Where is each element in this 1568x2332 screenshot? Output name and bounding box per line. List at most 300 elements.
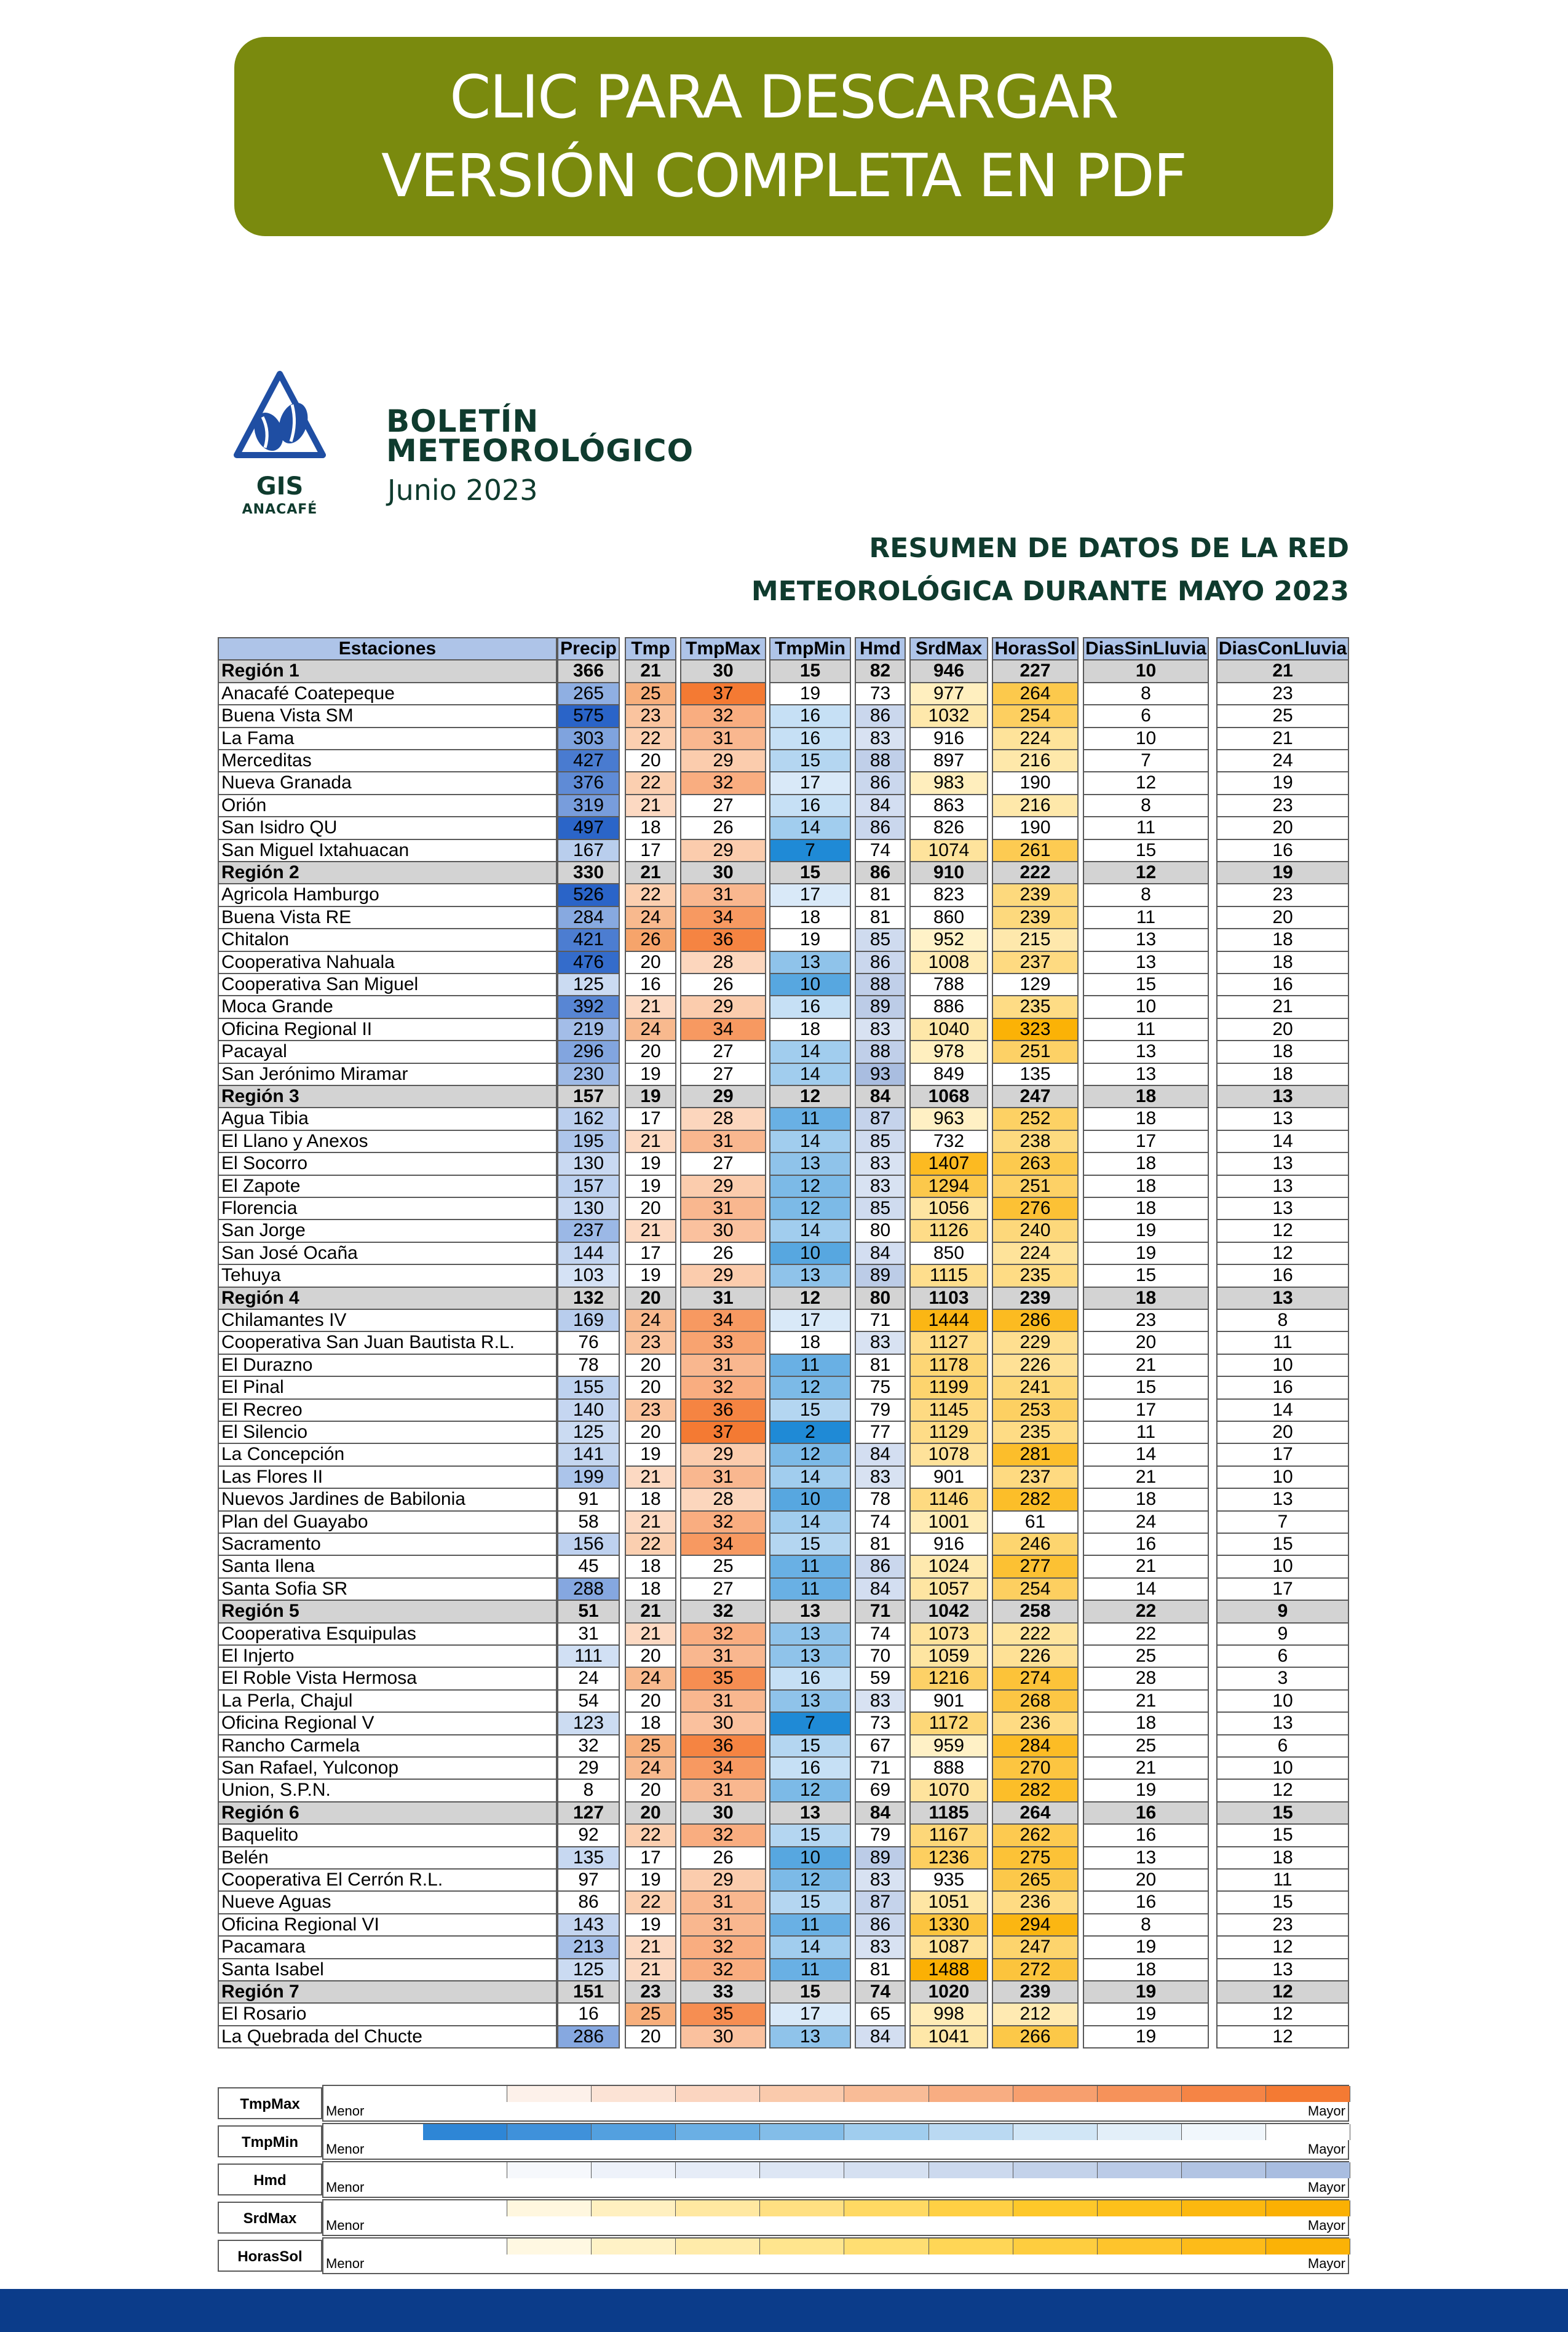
data-cell: 8 — [1216, 1309, 1349, 1332]
data-cell: 17 — [1216, 1577, 1349, 1601]
legend-swatch — [1013, 2162, 1098, 2178]
legend-label-horassol: HorasSol — [218, 2240, 322, 2272]
region-cell: 32 — [680, 1600, 766, 1623]
station-name: Nueve Aguas — [218, 1890, 557, 1914]
data-cell: 83 — [855, 727, 906, 750]
data-cell: 8 — [1083, 883, 1209, 906]
data-cell: 270 — [992, 1756, 1079, 1780]
data-cell: 25 — [1083, 1644, 1209, 1668]
data-cell: 73 — [855, 682, 906, 705]
data-cell: 25 — [625, 2002, 676, 2026]
data-cell: 17 — [1083, 1398, 1209, 1422]
data-cell: 89 — [855, 1264, 906, 1287]
data-cell: 59 — [855, 1667, 906, 1690]
legend-swatch — [1182, 2124, 1266, 2140]
data-cell: 10 — [1216, 1555, 1349, 1578]
data-cell: 21 — [625, 1510, 676, 1534]
station-name: El Pinal — [218, 1376, 557, 1399]
data-cell: 14 — [769, 816, 851, 839]
data-cell: 1444 — [909, 1309, 988, 1332]
data-cell: 17 — [769, 2002, 851, 2026]
region-cell: 12 — [1216, 1980, 1349, 2004]
data-cell: 13 — [1083, 928, 1209, 951]
data-cell: 13 — [1083, 951, 1209, 974]
data-cell: 61 — [992, 1510, 1079, 1534]
data-cell: 65 — [855, 2002, 906, 2026]
data-cell: 788 — [909, 973, 988, 996]
data-cell: 246 — [992, 1533, 1079, 1556]
data-cell: 19 — [625, 1443, 676, 1466]
data-cell: 31 — [680, 1354, 766, 1377]
data-cell: 237 — [992, 951, 1079, 974]
data-cell: 254 — [992, 704, 1079, 728]
data-cell: 86 — [855, 951, 906, 974]
data-cell: 1216 — [909, 1667, 988, 1690]
data-cell: 226 — [992, 1644, 1079, 1668]
data-cell: 1078 — [909, 1443, 988, 1466]
data-cell: 74 — [855, 1510, 906, 1534]
data-cell: 31 — [680, 1644, 766, 1668]
data-cell: 10 — [769, 1242, 851, 1265]
region-cell: 30 — [680, 659, 766, 683]
column-header-precip: Precip — [557, 637, 620, 660]
data-cell: 224 — [992, 727, 1079, 750]
data-cell: 84 — [855, 1577, 906, 1601]
data-cell: 11 — [769, 1107, 851, 1130]
data-cell: 1115 — [909, 1264, 988, 1287]
data-cell: 229 — [992, 1331, 1079, 1354]
region-cell: 19 — [625, 1085, 676, 1108]
bulletin-title-1: BOLETÍN — [386, 403, 539, 439]
station-name: El Silencio — [218, 1421, 557, 1444]
data-cell: 123 — [557, 1711, 620, 1735]
data-cell: 190 — [992, 816, 1079, 839]
data-cell: 129 — [992, 973, 1079, 996]
data-cell: 28 — [680, 1488, 766, 1511]
data-cell: 20 — [625, 1421, 676, 1444]
station-name: Nuevos Jardines de Babilonia — [218, 1488, 557, 1511]
data-cell: 11 — [1083, 906, 1209, 929]
data-cell: 13 — [1216, 1175, 1349, 1198]
legend-swatch — [760, 2124, 844, 2140]
data-cell: 16 — [1216, 1376, 1349, 1399]
data-cell: 74 — [855, 1622, 906, 1646]
legend-swatch — [423, 2086, 507, 2102]
bulletin-title-2: METEOROLÓGICO — [386, 433, 694, 469]
data-cell: 31 — [680, 1197, 766, 1220]
data-cell: 71 — [855, 1309, 906, 1332]
data-cell: 11 — [769, 1555, 851, 1578]
data-cell: 265 — [992, 1868, 1079, 1892]
legend-label-tmpmin: TmpMin — [218, 2125, 322, 2157]
region-cell: 157 — [557, 1085, 620, 1108]
region-cell: 1042 — [909, 1600, 988, 1623]
data-cell: 276 — [992, 1197, 1079, 1220]
data-cell: 303 — [557, 727, 620, 750]
data-cell: 251 — [992, 1040, 1079, 1063]
data-cell: 162 — [557, 1107, 620, 1130]
data-cell: 18 — [1083, 1958, 1209, 1981]
data-cell: 18 — [625, 1555, 676, 1578]
region-cell: 330 — [557, 861, 620, 884]
data-cell: 19 — [769, 928, 851, 951]
data-cell: 216 — [992, 749, 1079, 772]
data-cell: 88 — [855, 749, 906, 772]
legend-high-label: Mayor — [1307, 2179, 1345, 2195]
data-cell: 32 — [680, 1935, 766, 1959]
data-cell: 238 — [992, 1130, 1079, 1153]
data-cell: 83 — [855, 1018, 906, 1041]
data-cell: 12 — [769, 1197, 851, 1220]
data-cell: 103 — [557, 1264, 620, 1287]
data-cell: 23 — [1216, 794, 1349, 817]
region-label: Región 7 — [218, 1980, 557, 2004]
station-name: Florencia — [218, 1197, 557, 1220]
data-cell: 15 — [1216, 1890, 1349, 1914]
data-cell: 140 — [557, 1398, 620, 1422]
data-cell: 11 — [769, 1913, 851, 1937]
data-cell: 284 — [992, 1734, 1079, 1758]
data-cell: 1407 — [909, 1152, 988, 1175]
data-cell: 1073 — [909, 1622, 988, 1646]
data-cell: 31 — [680, 727, 766, 750]
region-cell: 366 — [557, 659, 620, 683]
data-cell: 83 — [855, 1465, 906, 1489]
data-cell: 28 — [1083, 1667, 1209, 1690]
data-cell: 29 — [557, 1756, 620, 1780]
data-cell: 284 — [557, 906, 620, 929]
data-cell: 11 — [1216, 1331, 1349, 1354]
data-cell: 32 — [557, 1734, 620, 1758]
data-cell: 11 — [769, 1354, 851, 1377]
data-cell: 24 — [625, 1018, 676, 1041]
data-cell: 15 — [1216, 1533, 1349, 1556]
data-cell: 30 — [680, 1711, 766, 1735]
summary-title-2: METEOROLÓGICA DURANTE MAYO 2023 — [751, 576, 1349, 607]
region-cell: 21 — [625, 1600, 676, 1623]
data-cell: 21 — [625, 995, 676, 1018]
data-cell: 16 — [557, 2002, 620, 2026]
data-cell: 19 — [1083, 2002, 1209, 2026]
legend-swatch — [1182, 2086, 1266, 2102]
station-name: Agua Tibia — [218, 1107, 557, 1130]
data-cell: 69 — [855, 1779, 906, 1802]
data-cell: 86 — [855, 771, 906, 795]
legend-swatch — [929, 2239, 1013, 2255]
data-cell: 31 — [680, 1890, 766, 1914]
data-cell: 230 — [557, 1063, 620, 1086]
data-cell: 84 — [855, 794, 906, 817]
data-cell: 22 — [1083, 1622, 1209, 1646]
data-cell: 20 — [625, 1779, 676, 1802]
data-cell: 1330 — [909, 1913, 988, 1937]
data-cell: 12 — [1216, 1242, 1349, 1265]
data-cell: 1488 — [909, 1958, 988, 1981]
station-name: San Rafael, Yulconop — [218, 1756, 557, 1780]
data-cell: 219 — [557, 1018, 620, 1041]
data-cell: 252 — [992, 1107, 1079, 1130]
data-cell: 143 — [557, 1913, 620, 1937]
data-cell: 20 — [625, 1197, 676, 1220]
data-cell: 237 — [557, 1219, 620, 1242]
data-cell: 421 — [557, 928, 620, 951]
data-cell: 1032 — [909, 704, 988, 728]
data-cell: 15 — [769, 1823, 851, 1847]
station-name: El Rosario — [218, 2002, 557, 2026]
data-cell: 275 — [992, 1846, 1079, 1870]
data-cell: 31 — [680, 883, 766, 906]
data-cell: 31 — [680, 1779, 766, 1802]
data-cell: 21 — [625, 1219, 676, 1242]
data-cell: 92 — [557, 1823, 620, 1847]
data-cell: 262 — [992, 1823, 1079, 1847]
region-cell: 30 — [680, 861, 766, 884]
data-cell: 319 — [557, 794, 620, 817]
data-cell: 19 — [625, 1868, 676, 1892]
region-cell: 33 — [680, 1980, 766, 2004]
data-cell: 28 — [680, 951, 766, 974]
data-cell: 12 — [769, 1868, 851, 1892]
data-cell: 24 — [557, 1667, 620, 1690]
region-cell: 19 — [1083, 1980, 1209, 2004]
legend-swatch — [1182, 2200, 1266, 2216]
data-cell: 12 — [769, 1376, 851, 1399]
data-cell: 1178 — [909, 1354, 988, 1377]
data-cell: 16 — [769, 704, 851, 728]
data-cell: 1056 — [909, 1197, 988, 1220]
region-cell: 84 — [855, 1085, 906, 1108]
data-cell: 20 — [625, 1689, 676, 1713]
data-cell: 251 — [992, 1175, 1079, 1198]
legend-swatch — [1266, 2124, 1350, 2140]
data-cell: 17 — [625, 1107, 676, 1130]
data-cell: 83 — [855, 1868, 906, 1892]
data-cell: 18 — [1083, 1711, 1209, 1735]
data-cell: 7 — [769, 839, 851, 862]
data-cell: 1059 — [909, 1644, 988, 1668]
data-cell: 73 — [855, 1711, 906, 1735]
station-name: Buena Vista SM — [218, 704, 557, 728]
data-cell: 13 — [1216, 1958, 1349, 1981]
station-name: La Fama — [218, 727, 557, 750]
data-cell: 21 — [625, 1935, 676, 1959]
data-cell: 886 — [909, 995, 988, 1018]
data-cell: 264 — [992, 682, 1079, 705]
data-cell: 296 — [557, 1040, 620, 1063]
summary-title-1: RESUMEN DE DATOS DE LA RED — [869, 533, 1349, 564]
data-cell: 12 — [1216, 2002, 1349, 2026]
data-cell: 29 — [680, 1264, 766, 1287]
data-cell: 17 — [769, 883, 851, 906]
region-cell: 29 — [680, 1085, 766, 1108]
data-cell: 1127 — [909, 1331, 988, 1354]
data-cell: 86 — [855, 1913, 906, 1937]
data-cell: 156 — [557, 1533, 620, 1556]
data-cell: 916 — [909, 1533, 988, 1556]
data-cell: 24 — [1216, 749, 1349, 772]
data-cell: 14 — [1216, 1398, 1349, 1422]
data-cell: 26 — [680, 973, 766, 996]
data-cell: 897 — [909, 749, 988, 772]
data-cell: 12 — [769, 1175, 851, 1198]
data-cell: 18 — [1216, 928, 1349, 951]
data-cell: 268 — [992, 1689, 1079, 1713]
legend-scale-srdmax — [322, 2199, 1349, 2236]
legend-swatch — [760, 2162, 844, 2178]
data-cell: 263 — [992, 1152, 1079, 1175]
legend-swatch — [1013, 2124, 1098, 2140]
banner-line-1: CLIC PARA DESCARGAR — [449, 63, 1118, 132]
legend-swatch — [1013, 2200, 1098, 2216]
data-cell: 12 — [769, 1779, 851, 1802]
data-cell: 34 — [680, 906, 766, 929]
region-cell: 22 — [1083, 1600, 1209, 1623]
data-cell: 13 — [769, 2025, 851, 2048]
data-cell: 1057 — [909, 1577, 988, 1601]
station-name: Rancho Carmela — [218, 1734, 557, 1758]
data-cell: 15 — [1083, 1376, 1209, 1399]
column-header-diassinlluvia: DiasSinLluvia — [1083, 637, 1209, 660]
download-pdf-banner[interactable] — [234, 37, 1333, 236]
legend-swatch — [1098, 2239, 1182, 2255]
legend-swatch — [507, 2124, 592, 2140]
data-cell: 10 — [769, 1846, 851, 1870]
legend-swatch — [1098, 2162, 1182, 2178]
column-header-tmpmax: TmpMax — [680, 637, 766, 660]
legend-swatch — [844, 2162, 929, 2178]
data-cell: 19 — [625, 1175, 676, 1198]
data-cell: 13 — [769, 1264, 851, 1287]
data-cell: 111 — [557, 1644, 620, 1668]
legend-swatch — [929, 2162, 1013, 2178]
station-name: La Perla, Chajul — [218, 1689, 557, 1713]
data-cell: 12 — [1216, 2025, 1349, 2048]
data-cell: 21 — [1216, 995, 1349, 1018]
data-cell: 10 — [769, 973, 851, 996]
station-name: Belén — [218, 1846, 557, 1870]
region-cell: 71 — [855, 1600, 906, 1623]
data-cell: 19 — [1083, 1935, 1209, 1959]
data-cell: 167 — [557, 839, 620, 862]
region-cell: 222 — [992, 861, 1079, 884]
data-cell: 998 — [909, 2002, 988, 2026]
station-name: San Jorge — [218, 1219, 557, 1242]
data-cell: 1199 — [909, 1376, 988, 1399]
station-name: Baquelito — [218, 1823, 557, 1847]
data-cell: 12 — [1216, 1779, 1349, 1802]
legend-swatch — [1266, 2162, 1350, 2178]
legend-high-label: Mayor — [1307, 2103, 1345, 2119]
data-cell: 23 — [1216, 883, 1349, 906]
region-cell: 30 — [680, 1801, 766, 1825]
data-cell: 15 — [769, 1533, 851, 1556]
station-name: Cooperativa Esquipulas — [218, 1622, 557, 1646]
data-cell: 226 — [992, 1354, 1079, 1377]
station-name: Cooperativa El Cerrón R.L. — [218, 1868, 557, 1892]
data-cell: 6 — [1216, 1734, 1349, 1758]
data-cell: 130 — [557, 1197, 620, 1220]
legend-swatch — [1182, 2239, 1266, 2255]
data-cell: 239 — [992, 883, 1079, 906]
legend-swatch — [507, 2239, 592, 2255]
data-cell: 1145 — [909, 1398, 988, 1422]
data-cell: 83 — [855, 1175, 906, 1198]
data-cell: 983 — [909, 771, 988, 795]
data-cell: 33 — [680, 1331, 766, 1354]
data-cell: 21 — [625, 1958, 676, 1981]
data-cell: 978 — [909, 1040, 988, 1063]
data-cell: 26 — [680, 1242, 766, 1265]
data-cell: 235 — [992, 1264, 1079, 1287]
region-label: Región 2 — [218, 861, 557, 884]
data-cell: 16 — [625, 973, 676, 996]
data-cell: 215 — [992, 928, 1079, 951]
data-cell: 27 — [680, 1063, 766, 1086]
data-cell: 125 — [557, 1958, 620, 1981]
data-cell: 22 — [625, 1533, 676, 1556]
data-cell: 20 — [1083, 1868, 1209, 1892]
station-name: Cooperativa Nahuala — [218, 951, 557, 974]
data-cell: 37 — [680, 682, 766, 705]
data-cell: 89 — [855, 995, 906, 1018]
data-cell: 21 — [1083, 1756, 1209, 1780]
legend-swatch — [1013, 2239, 1098, 2255]
data-cell: 235 — [992, 995, 1079, 1018]
station-name: Tehuya — [218, 1264, 557, 1287]
data-cell: 195 — [557, 1130, 620, 1153]
station-name: San Isidro QU — [218, 816, 557, 839]
data-cell: 823 — [909, 883, 988, 906]
data-cell: 10 — [1216, 1465, 1349, 1489]
data-cell: 17 — [769, 1309, 851, 1332]
region-cell: 151 — [557, 1980, 620, 2004]
station-name: San Jerónimo Miramar — [218, 1063, 557, 1086]
data-cell: 9 — [1216, 1622, 1349, 1646]
data-cell: 79 — [855, 1823, 906, 1847]
data-cell: 27 — [680, 1577, 766, 1601]
data-cell: 10 — [1083, 995, 1209, 1018]
legend-swatch — [929, 2086, 1013, 2102]
data-cell: 274 — [992, 1667, 1079, 1690]
data-cell: 19 — [1083, 1219, 1209, 1242]
data-cell: 19 — [625, 1913, 676, 1937]
legend-swatch — [423, 2239, 507, 2255]
legend-swatch — [929, 2200, 1013, 2216]
data-cell: 74 — [855, 839, 906, 862]
data-cell: 36 — [680, 928, 766, 951]
data-cell: 21 — [625, 794, 676, 817]
station-name: Pacayal — [218, 1040, 557, 1063]
legend-low-label: Menor — [326, 2179, 365, 2195]
data-cell: 135 — [992, 1063, 1079, 1086]
data-cell: 20 — [625, 1354, 676, 1377]
data-cell: 36 — [680, 1398, 766, 1422]
data-cell: 427 — [557, 749, 620, 772]
data-cell: 18 — [625, 1577, 676, 1601]
data-cell: 16 — [769, 1667, 851, 1690]
data-cell: 476 — [557, 951, 620, 974]
region-cell: 15 — [769, 1980, 851, 2004]
data-cell: 12 — [1083, 771, 1209, 795]
data-cell: 32 — [680, 771, 766, 795]
logo-anacafe-text: ANACAFÉ — [242, 502, 318, 517]
data-cell: 19 — [769, 682, 851, 705]
data-cell: 1172 — [909, 1711, 988, 1735]
region-cell: 13 — [769, 1801, 851, 1825]
data-cell: 294 — [992, 1913, 1079, 1937]
data-cell: 13 — [769, 1152, 851, 1175]
station-name: Oficina Regional II — [218, 1018, 557, 1041]
